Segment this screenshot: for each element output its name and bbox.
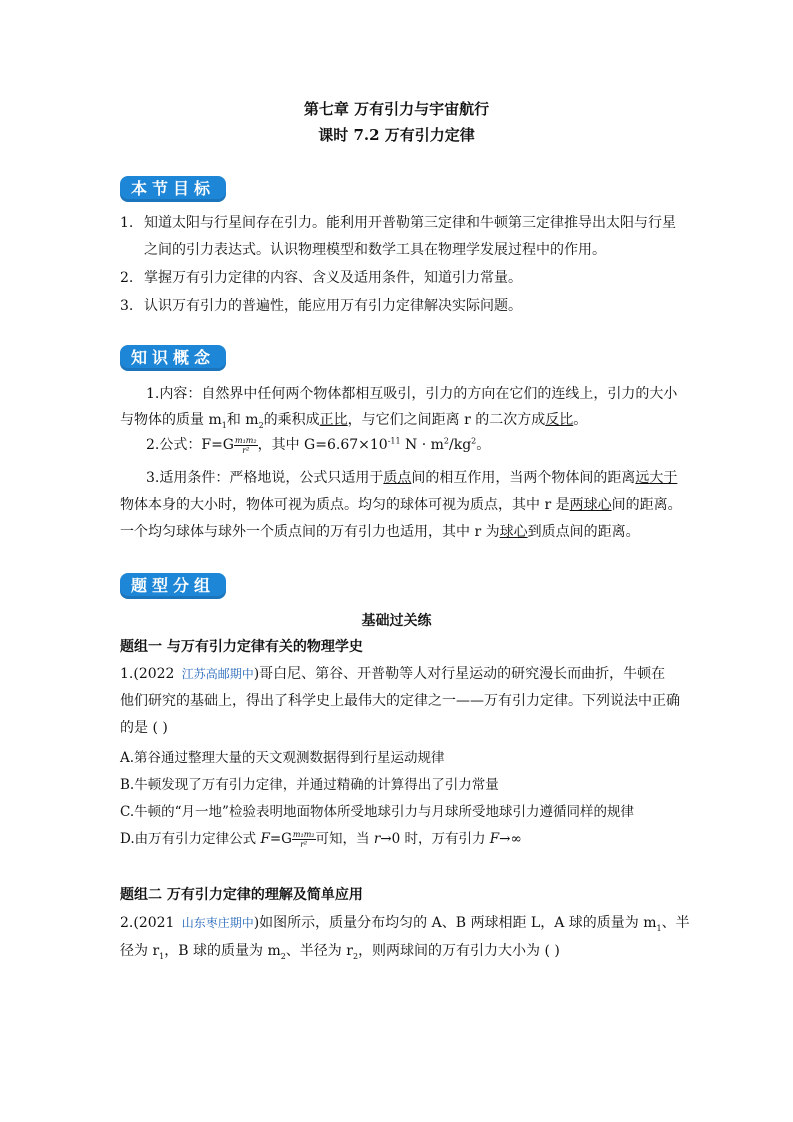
concept-text: 和 m <box>226 412 259 428</box>
goal-text: 掌握万有引力定律的内容、含义及适用条件，知道引力常量。 <box>144 270 522 286</box>
question-text: 如图所示，质量分布均匀的 A、B 两球相距 L，A 球的质量为 m <box>259 915 657 931</box>
question-1-line2: 他们研究的基础上，得出了科学史上最伟大的定律之一——万有引力定律。下列说法中正确 <box>120 693 680 709</box>
goal-text: 知道太阳与行星间存在引力。能利用开普勒第三定律和牛顿第三定律推导出太阳与行星 <box>144 215 676 231</box>
question-1-line1 <box>120 663 665 683</box>
concept-2-formula <box>146 434 490 455</box>
concept-text: 一个均匀球体与球外一个质点间的万有引力也适用，其中 r 为 <box>120 524 500 540</box>
goal-item-2 <box>120 267 522 287</box>
question-source: 江苏高邮期中 <box>174 667 254 681</box>
concept-text: 3.适用条件：严格地说，公式只适用于 <box>146 470 384 486</box>
option-b: B.牛顿发现了万有引力定律，并通过精确的计算得出了引力常量 <box>120 777 499 793</box>
answer-underlined: 反比 <box>545 412 574 428</box>
concept-text: ，其中 G=6.67×10 <box>257 437 388 453</box>
question-text: ，B 球的质量为 m <box>164 943 281 959</box>
answer-underlined: 质点 <box>383 470 412 486</box>
concept-1-line2 <box>120 409 587 430</box>
question-text: 哥白尼、第谷、开普勒等人对行星运动的研究漫长而曲折，牛顿在 <box>259 666 666 682</box>
goal-number: 1. <box>120 215 134 231</box>
fraction-numerator: m₁m₂ <box>292 830 315 839</box>
math-var: F <box>489 831 500 847</box>
concept-text: 2.公式：F=G <box>146 437 234 453</box>
answer-underlined: 球心 <box>499 524 528 540</box>
concept-text: 。 <box>573 412 588 428</box>
question-text: 2.( <box>120 915 139 931</box>
superscript: -11 <box>387 436 401 446</box>
option-c: C.牛顿的“月一地”检验表明地面物体所受地球引力与月球所受地球引力遵循同样的规律 <box>120 804 634 820</box>
subscript: 1 <box>656 923 662 933</box>
concept-text: 。 <box>476 437 491 453</box>
goal-number: 2. <box>120 270 134 286</box>
concept-3-line3 <box>120 521 640 541</box>
subscript: 1 <box>159 951 165 961</box>
goal-item-1-cont: 之间的引力表达式。认识物理模型和数学工具在物理学发展过程中的作用。 <box>144 242 606 258</box>
group-1-heading: 题组一 与万有引力定律有关的物理学史 <box>120 639 363 655</box>
concept-text: 间的距离。 <box>611 497 682 513</box>
superscript: 2 <box>443 436 449 446</box>
fraction-numerator: m₁m₂ <box>235 435 257 445</box>
question-text: ，则两球间的万有引力大小为 ( ) <box>358 943 560 959</box>
formula-fraction <box>234 436 258 455</box>
fraction-denominator: r² <box>300 840 308 849</box>
question-text: 径为 r <box>120 943 160 959</box>
subscript: 2 <box>352 951 359 961</box>
answer-underlined: 正比 <box>319 412 348 428</box>
concept-text: 到质点间的距离。 <box>527 524 640 540</box>
concept-3-line2 <box>120 494 682 514</box>
concept-text: 间的相互作用，当两个物体间的距离 <box>411 470 636 486</box>
option-text: →0 时，万有引力 <box>380 831 490 847</box>
question-text: ) <box>253 915 260 931</box>
groups-badge: 题型分组 <box>120 573 226 599</box>
chapter-title: 第七章 万有引力与宇宙航行 <box>303 100 490 118</box>
superscript: 2 <box>471 436 477 446</box>
option-text: D.由万有引力定律公式 <box>120 831 261 847</box>
concept-text: 与物体的质量 m <box>120 412 222 428</box>
section-title: 基础过关练 <box>361 613 432 629</box>
option-text: 可知，当 <box>315 831 374 847</box>
concept-text: 的乘积成 <box>263 412 320 428</box>
concept-text: ，与它们之间距离 r 的二次方成 <box>347 412 546 428</box>
math-var: F <box>260 831 270 847</box>
goal-item-3 <box>120 295 522 315</box>
concept-3-line1 <box>146 467 677 487</box>
option-text: =G <box>269 831 292 847</box>
math-var: r <box>373 831 381 847</box>
concept-text: N · m <box>400 437 444 453</box>
concept-text: 物体本身的大小时，物体可视为质点。均匀的球体可视为质点，其中 r 是 <box>120 497 570 513</box>
question-source: 山东枣庄期中 <box>174 916 254 930</box>
option-d <box>120 827 522 849</box>
question-text: 1.( <box>120 666 139 682</box>
question-text: ) <box>253 666 260 682</box>
subscript: 2 <box>280 951 286 961</box>
lesson-title: 课时 7.2 万有引力定律 <box>318 126 475 144</box>
goal-number: 3. <box>120 298 134 314</box>
answer-underlined: 远大于 <box>635 470 678 486</box>
goal-text: 认识万有引力的普遍性，能应用万有引力定律解决实际问题。 <box>144 298 522 314</box>
question-text: 、半径为 r <box>285 943 353 959</box>
group-2-heading: 题组二 万有引力定律的理解及简单应用 <box>120 887 363 903</box>
subscript: 1 <box>221 420 227 430</box>
goals-badge: 本节目标 <box>120 176 226 202</box>
question-year: 2021 <box>138 915 175 931</box>
question-2-line2 <box>120 940 560 961</box>
option-a: A.第谷通过整理大量的天文观测数据得到行星运动规律 <box>120 750 445 766</box>
question-text: 、半 <box>661 915 690 931</box>
option-text: →∞ <box>499 831 522 847</box>
subscript: 2 <box>258 420 264 430</box>
question-1-line3: 的是 ( ) <box>120 720 168 736</box>
answer-underlined: 两球心 <box>569 497 612 513</box>
formula-fraction <box>292 830 316 849</box>
concept-text: /kg <box>449 437 472 453</box>
concept-1-line1: 1.内容：自然界中任何两个物体都相互吸引，引力的方向在它们的连线上，引力的大小 <box>146 386 678 402</box>
fraction-denominator: r² <box>242 445 250 455</box>
question-year: 2022 <box>138 666 175 682</box>
goal-item-1 <box>120 212 676 232</box>
question-2-line1 <box>120 912 690 933</box>
concepts-badge: 知识概念 <box>120 345 226 371</box>
